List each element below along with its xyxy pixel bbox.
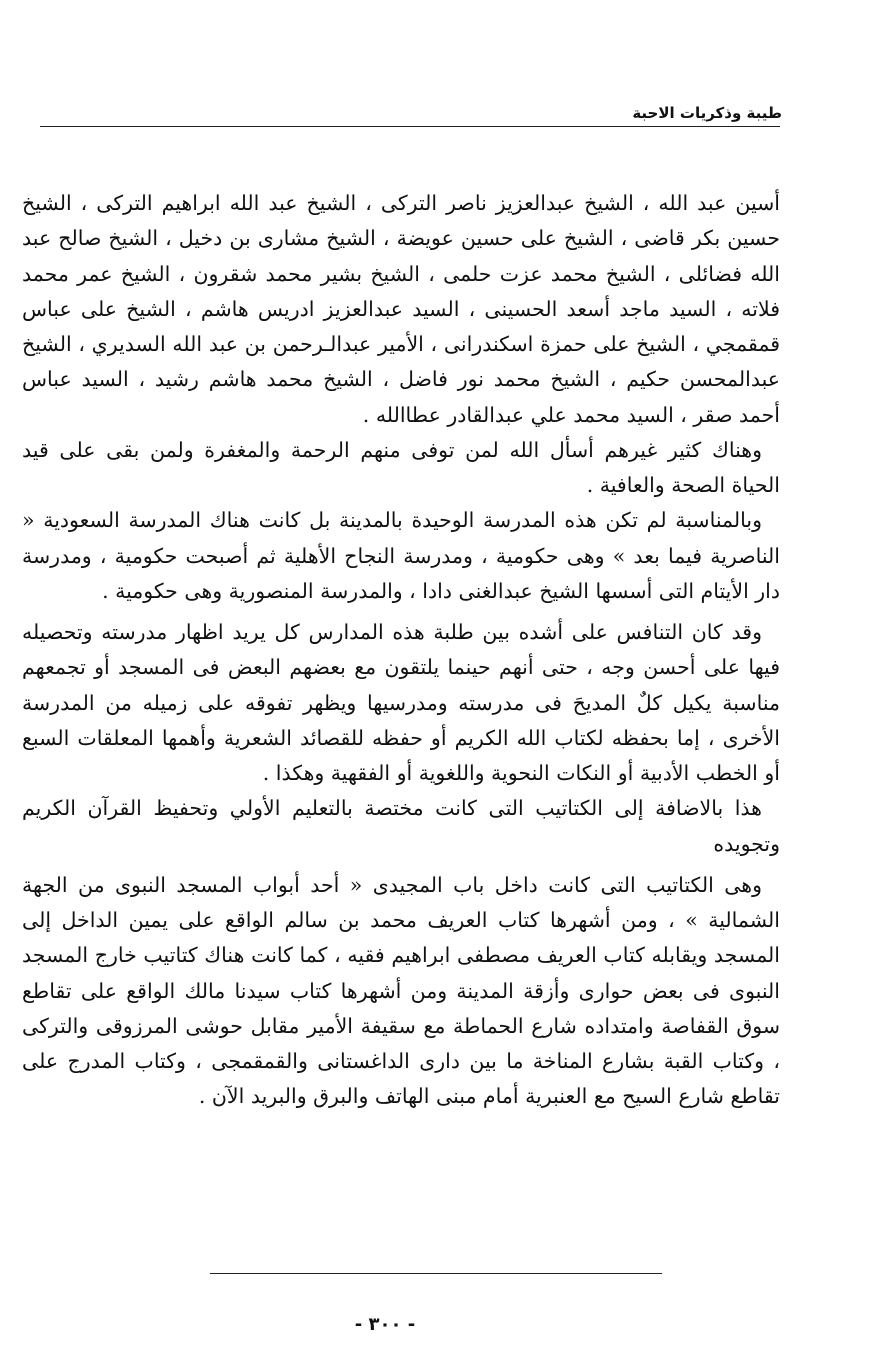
header-divider xyxy=(40,126,780,127)
paragraph-competition: وقد كان التنافس على أشده بين طلبة هذه المدارس كل يريد اظهار مدرسته وتحصيله فيها على أحسن وجه ، حتى أنهم حينما يلتقون مع بعضهم البعض فى المسجد أو تجمعهم مناسبة يكيل كلٌ المديحَ فى مدرسته ومدرسيها ويظهر تفوقه على زميله من المدرسة الأخرى ، إما بحفظه لكتاب الله الكريم أو حفظه للقصائد الشعرية وأهمها المعلقات السبع أو الخطب الأدبية أو النكات النحوية واللغوية أو الفقهية وهكذا . xyxy=(22,620,780,785)
paragraph-names-list: أسين عبد الله ، الشيخ عبدالعزيز ناصر التركى ، الشيخ عبد الله ابراهيم التركى ، الشيخ حسين بكر قاضى ، الشيخ على حسين عويضة ، الشيخ مشارى بن دخيل ، الشيخ صالح عبد الله فضائلى ، الشيخ محمد عزت حلمى ، الشيخ بشير محمد شقرون ، الشيخ عمر محمد فلاته ، السيد ماجد أسعد الحسينى ، السيد عبدالعزيز ادريس هاشم ، الشيخ على عباس قمقمجي ، الشيخ على حمزة اسكندرانى ، الأمير عبدالـرحمن بن عبد الله السديري ، الشيخ عبدالمحسن حكيم ، الشيخ محمد نور فاضل ، الشيخ محمد هاشم رشيد ، السيد عباس أحمد صقر ، السيد محمد علي عبدالقادر عطاالله . xyxy=(22,191,780,427)
paragraph-other-schools: وبالمناسبة لم تكن هذه المدرسة الوحيدة بالمدينة بل كانت هناك المدرسة السعودية « الناصرية فيما بعد » وهى حكومية ، ومدرسة النجاح الأهلية ثم أصبحت حكومية ، ومدرسة دار الأيتام التى أسسها الشيخ عبدالغنى دادا ، والمدرسة المنصورية وهى حكومية . xyxy=(22,508,780,603)
page-number: - ٣٠٠ - xyxy=(354,1314,416,1335)
running-header-title: طيبة وذكريات الاحبة xyxy=(632,104,782,122)
paragraph-prayer: وهناك كثير غيرهم أسأل الله لمن توفى منهم الرحمة والمغفرة ولمن بقى على قيد الحياة الصحة والعافية . xyxy=(22,437,780,497)
paragraph-kuttabs: هذا بالاضافة إلى الكتاتيب التى كانت مختصة بالتعليم الأولي وتحفيظ القرآن الكريم وتجويده xyxy=(22,796,780,856)
footer-divider xyxy=(210,1273,662,1274)
body-text xyxy=(22,186,780,1115)
paragraph-kuttab-locations: وهى الكتاتيب التى كانت داخل باب المجيدى « أحد أبواب المسجد النبوى من الجهة الشمالية » ، ومن أشهرها كتاب العريف محمد بن سالم الواقع على يمين الداخل إلى المسجد ويقابله كتاب العريف مصطفى ابراهيم فقيه ، كما كانت هناك كتاتيب خارج المسجد النبوى فى بعض حوارى وأزقة المدينة ومن أشهرها كتاب سيدنا مالك الواقع على تقاطع سوق القفاصة وامتداده شارع الحماطة مع سقيفة الأمير مقابل حوشى المرزوقى والتركى ، وكتاب القبة بشارع المناخة ما بين دارى الداغستانى والقمقمجى ، وكتاب المدرج على تقاطع شارع السيح مع العنبرية أمام مبنى الهاتف والبرق والبريد الآن . xyxy=(22,872,780,1109)
